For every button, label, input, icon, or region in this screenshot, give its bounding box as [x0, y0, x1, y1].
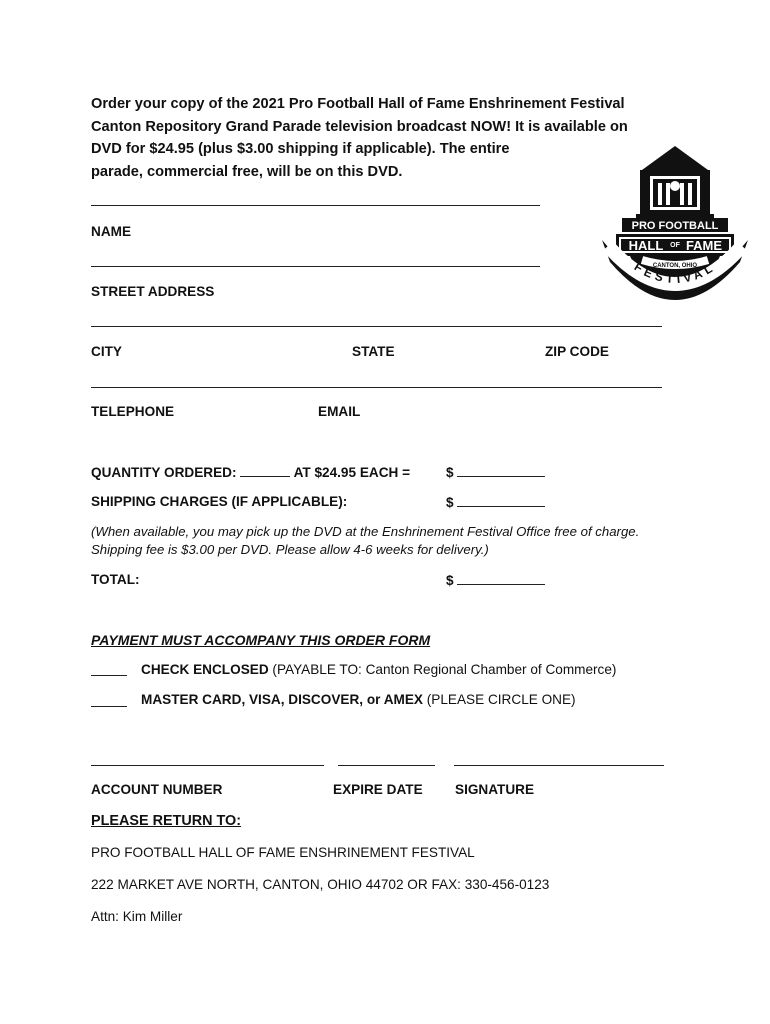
shipping-label: SHIPPING CHARGES (IF APPLICABLE):	[91, 494, 348, 509]
payment-header: PAYMENT MUST ACCOMPANY THIS ORDER FORM	[91, 632, 431, 648]
intro-line-4: parade, commercial free, will be on this DVD.	[91, 163, 403, 180]
expire-date-line[interactable]	[338, 765, 435, 766]
logo-festival-text: FESTIVAL	[631, 259, 719, 287]
state-label: STATE	[352, 344, 395, 359]
logo-of-text: OF	[670, 242, 680, 249]
email-label: EMAIL	[318, 404, 361, 419]
logo-fame-text: FAME	[685, 238, 723, 253]
pickup-note-1: (When available, you may pick up the DVD at the Enshrinement Festival Office free of charge.	[91, 524, 640, 539]
telephone-email-line[interactable]	[91, 387, 662, 388]
return-line-1: PRO FOOTBALL HALL OF FAME ENSHRINEMENT FESTIVAL	[91, 845, 475, 860]
quantity-label: QUANTITY ORDERED:	[91, 465, 237, 480]
intro-line-1: Order your copy of the 2021 Pro Football Hall of Fame Enshrinement Festival	[91, 96, 625, 112]
dollar-sign: $	[446, 465, 454, 480]
account-number-label: ACCOUNT NUMBER	[91, 782, 223, 797]
return-line-3: Attn: Kim Miller	[91, 909, 183, 924]
card-blank[interactable]	[91, 706, 127, 707]
card-label: MASTER CARD, VISA, DISCOVER, or AMEX	[141, 692, 423, 707]
shipping-amount	[446, 494, 545, 510]
card-note: (PLEASE CIRCLE ONE)	[426, 692, 576, 707]
signature-label: SIGNATURE	[455, 782, 535, 797]
hall-of-fame-festival-logo	[600, 142, 750, 302]
name-label: NAME	[91, 224, 132, 239]
intro-line-3: DVD for $24.95 (plus $3.00 shipping if applicable). The entire	[91, 141, 510, 157]
street-label: STREET ADDRESS	[91, 284, 215, 299]
logo-hall-text: HALL	[628, 238, 664, 253]
check-label: CHECK ENCLOSED	[141, 662, 269, 677]
shipping-amount-blank[interactable]	[457, 494, 545, 507]
dollar-sign: $	[446, 495, 454, 510]
total-amount-blank[interactable]	[457, 572, 545, 585]
pickup-note-2: Shipping fee is $3.00 per DVD. Please allow 4-6 weeks for delivery.)	[91, 542, 489, 557]
expire-date-label: EXPIRE DATE	[333, 782, 423, 797]
card-row	[141, 692, 576, 707]
quantity-row	[91, 464, 410, 480]
check-note: (PAYABLE TO: Canton Regional Chamber of Commerce)	[272, 662, 617, 677]
return-line-2: 222 MARKET AVE NORTH, CANTON, OHIO 44702 OR FAX: 330-456-0123	[91, 877, 550, 892]
name-line[interactable]	[91, 205, 540, 206]
logo-canton-text: CANTON, OHIO	[652, 263, 698, 269]
check-row	[141, 662, 616, 677]
quantity-amount-blank[interactable]	[457, 464, 545, 477]
total-label: TOTAL:	[91, 572, 140, 587]
city-label: CITY	[91, 344, 122, 359]
dollar-sign: $	[446, 573, 454, 588]
telephone-label: TELEPHONE	[91, 404, 175, 419]
logo-top-text: PRO FOOTBALL	[631, 220, 719, 232]
quantity-blank[interactable]	[240, 464, 290, 477]
city-state-zip-line[interactable]	[91, 326, 662, 327]
quantity-amount	[446, 464, 545, 480]
zip-label: ZIP CODE	[545, 344, 609, 359]
signature-line[interactable]	[454, 765, 664, 766]
intro-line-2: Canton Repository Grand Parade television broadcast NOW! It is available on	[91, 118, 628, 135]
account-number-line[interactable]	[91, 765, 324, 766]
street-line[interactable]	[91, 266, 540, 267]
check-blank[interactable]	[91, 675, 127, 676]
total-amount	[446, 572, 545, 588]
price-each-label: AT $24.95 EACH =	[293, 465, 411, 480]
return-header: PLEASE RETURN TO:	[91, 813, 242, 829]
